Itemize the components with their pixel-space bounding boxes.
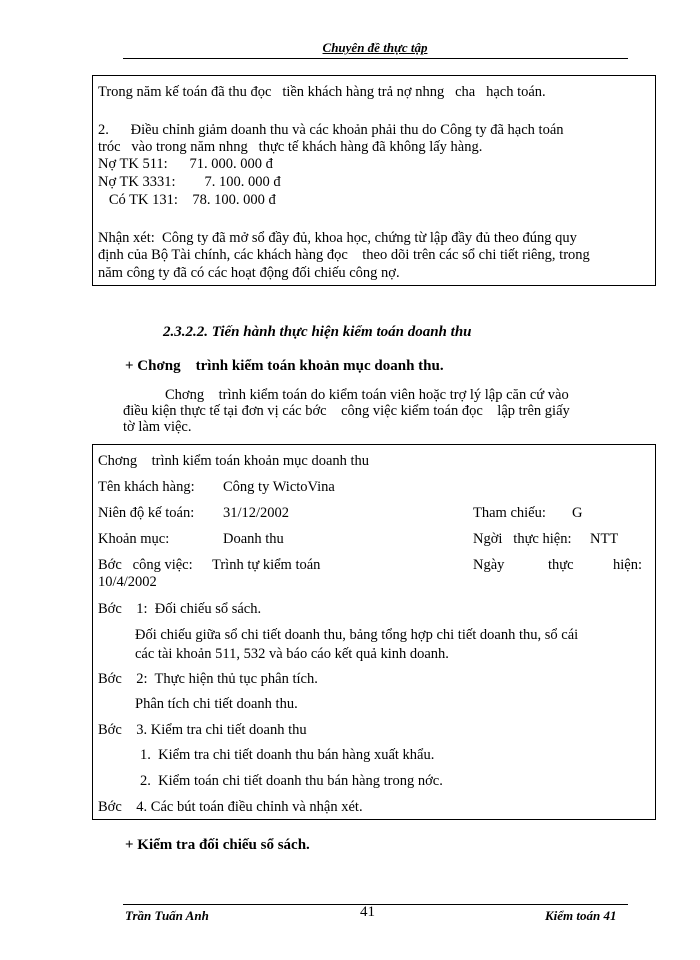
step1-desc-a: Đối chiếu giữa sổ chi tiết doanh thu, bảng tổng hợp chi tiết doanh thu, sổ cái [135,627,579,643]
work-label: Bớc công việc: [98,557,193,573]
step3: Bớc 3. Kiểm tra chi tiết doanh thu [98,722,307,738]
intro-line3: tờ làm việc. [123,419,192,435]
program-subheading: + Chơng trình kiểm toán khoản mục doanh thu. [125,358,444,374]
box1-entry-debit-3331: Nợ TK 3331: 7. 100. 000 đ [98,174,281,190]
footer-author: Trần Tuấn Anh [125,908,209,923]
year-value: 31/12/2002 [223,505,290,521]
work-value: Trình tự kiểm toán [212,557,321,573]
step3-sub1: 1. Kiểm tra chi tiết doanh thu bán hàng xuất khẩu. [140,747,435,763]
box1-remark-c: năm công ty đã có các hoạt động đối chiếu công nợ. [98,265,400,281]
box1-item2-a: 2. Điều chỉnh giảm doanh thu và các khoản phải thu do Công ty đã hạch toán [98,122,564,138]
step4: Bớc 4. Các bút toán điều chỉnh và nhận xét. [98,799,363,815]
date-label-1: Ngày [473,557,505,573]
performer-label: Ngời thực hiện: [473,531,572,547]
box1-remark-a: Nhận xét: Công ty đã mở sổ đầy đủ, khoa học, chứng từ lập đầy đủ theo đúng quy [98,230,577,246]
intro-line2: điều kiện thực tế tại đơn vị các bớc công việc kiểm toán đọc lập trên giấy [123,403,570,419]
item-label: Khoản mục: [98,531,170,547]
client-label: Tên khách hàng: [98,479,195,495]
date-label-2: thực [548,557,574,573]
box1-line1: Trong năm kế toán đã thu đọc tiền khách hàng trả nợ nhng cha hạch toán. [98,84,546,100]
ref-label: Tham chiếu: [473,505,546,521]
header-rule [123,58,628,59]
date-label-3: hiện: [613,557,642,573]
box1-entry-debit-511: Nợ TK 511: 71. 000. 000 đ [98,156,273,172]
section-heading: 2.3.2.2. Tiến hành thực hiện kiểm toán doanh thu [163,324,472,340]
box1-remark-b: định của Bộ Tài chính, các khách hàng đọc theo dõi trên các sổ chi tiết riêng, trong [98,247,590,263]
client-value: Công ty WictoVina [223,479,335,495]
footer-page-number: 41 [360,904,375,920]
step3-sub2: 2. Kiểm toán chi tiết doanh thu bán hàng trong nớc. [140,773,443,789]
step1-desc-b: các tài khoản 511, 532 và báo cáo kết quả kinh doanh. [135,646,449,662]
intro-line1: Chơng trình kiểm toán do kiểm toán viên hoặc trợ lý lập căn cứ vào [165,387,569,403]
program-title: Chơng trình kiểm toán khoản mục doanh thu [98,453,370,469]
date-value: 10/4/2002 [98,574,157,590]
box1-entry-credit-131: Có TK 131: 78. 100. 000 đ [98,192,276,208]
step2-desc: Phân tích chi tiết doanh thu. [135,696,298,712]
footer-rule [123,904,628,905]
box1-item2-b: tróc vào trong năm nhng thực tế khách hàng đã không lấy hàng. [98,139,483,155]
footer-course: Kiểm toán 41 [545,908,617,923]
reconcile-subheading: + Kiểm tra đối chiếu sổ sách. [125,837,310,853]
ref-value: G [572,505,583,521]
item-value: Doanh thu [223,531,284,547]
performer-value: NTT [590,531,619,547]
step1: Bớc 1: Đối chiếu sổ sách. [98,601,262,617]
year-label: Niên độ kế toán: [98,505,195,521]
header-title: Chuyên đề thực tập [322,40,428,55]
step2: Bớc 2: Thực hiện thủ tục phân tích. [98,671,318,687]
